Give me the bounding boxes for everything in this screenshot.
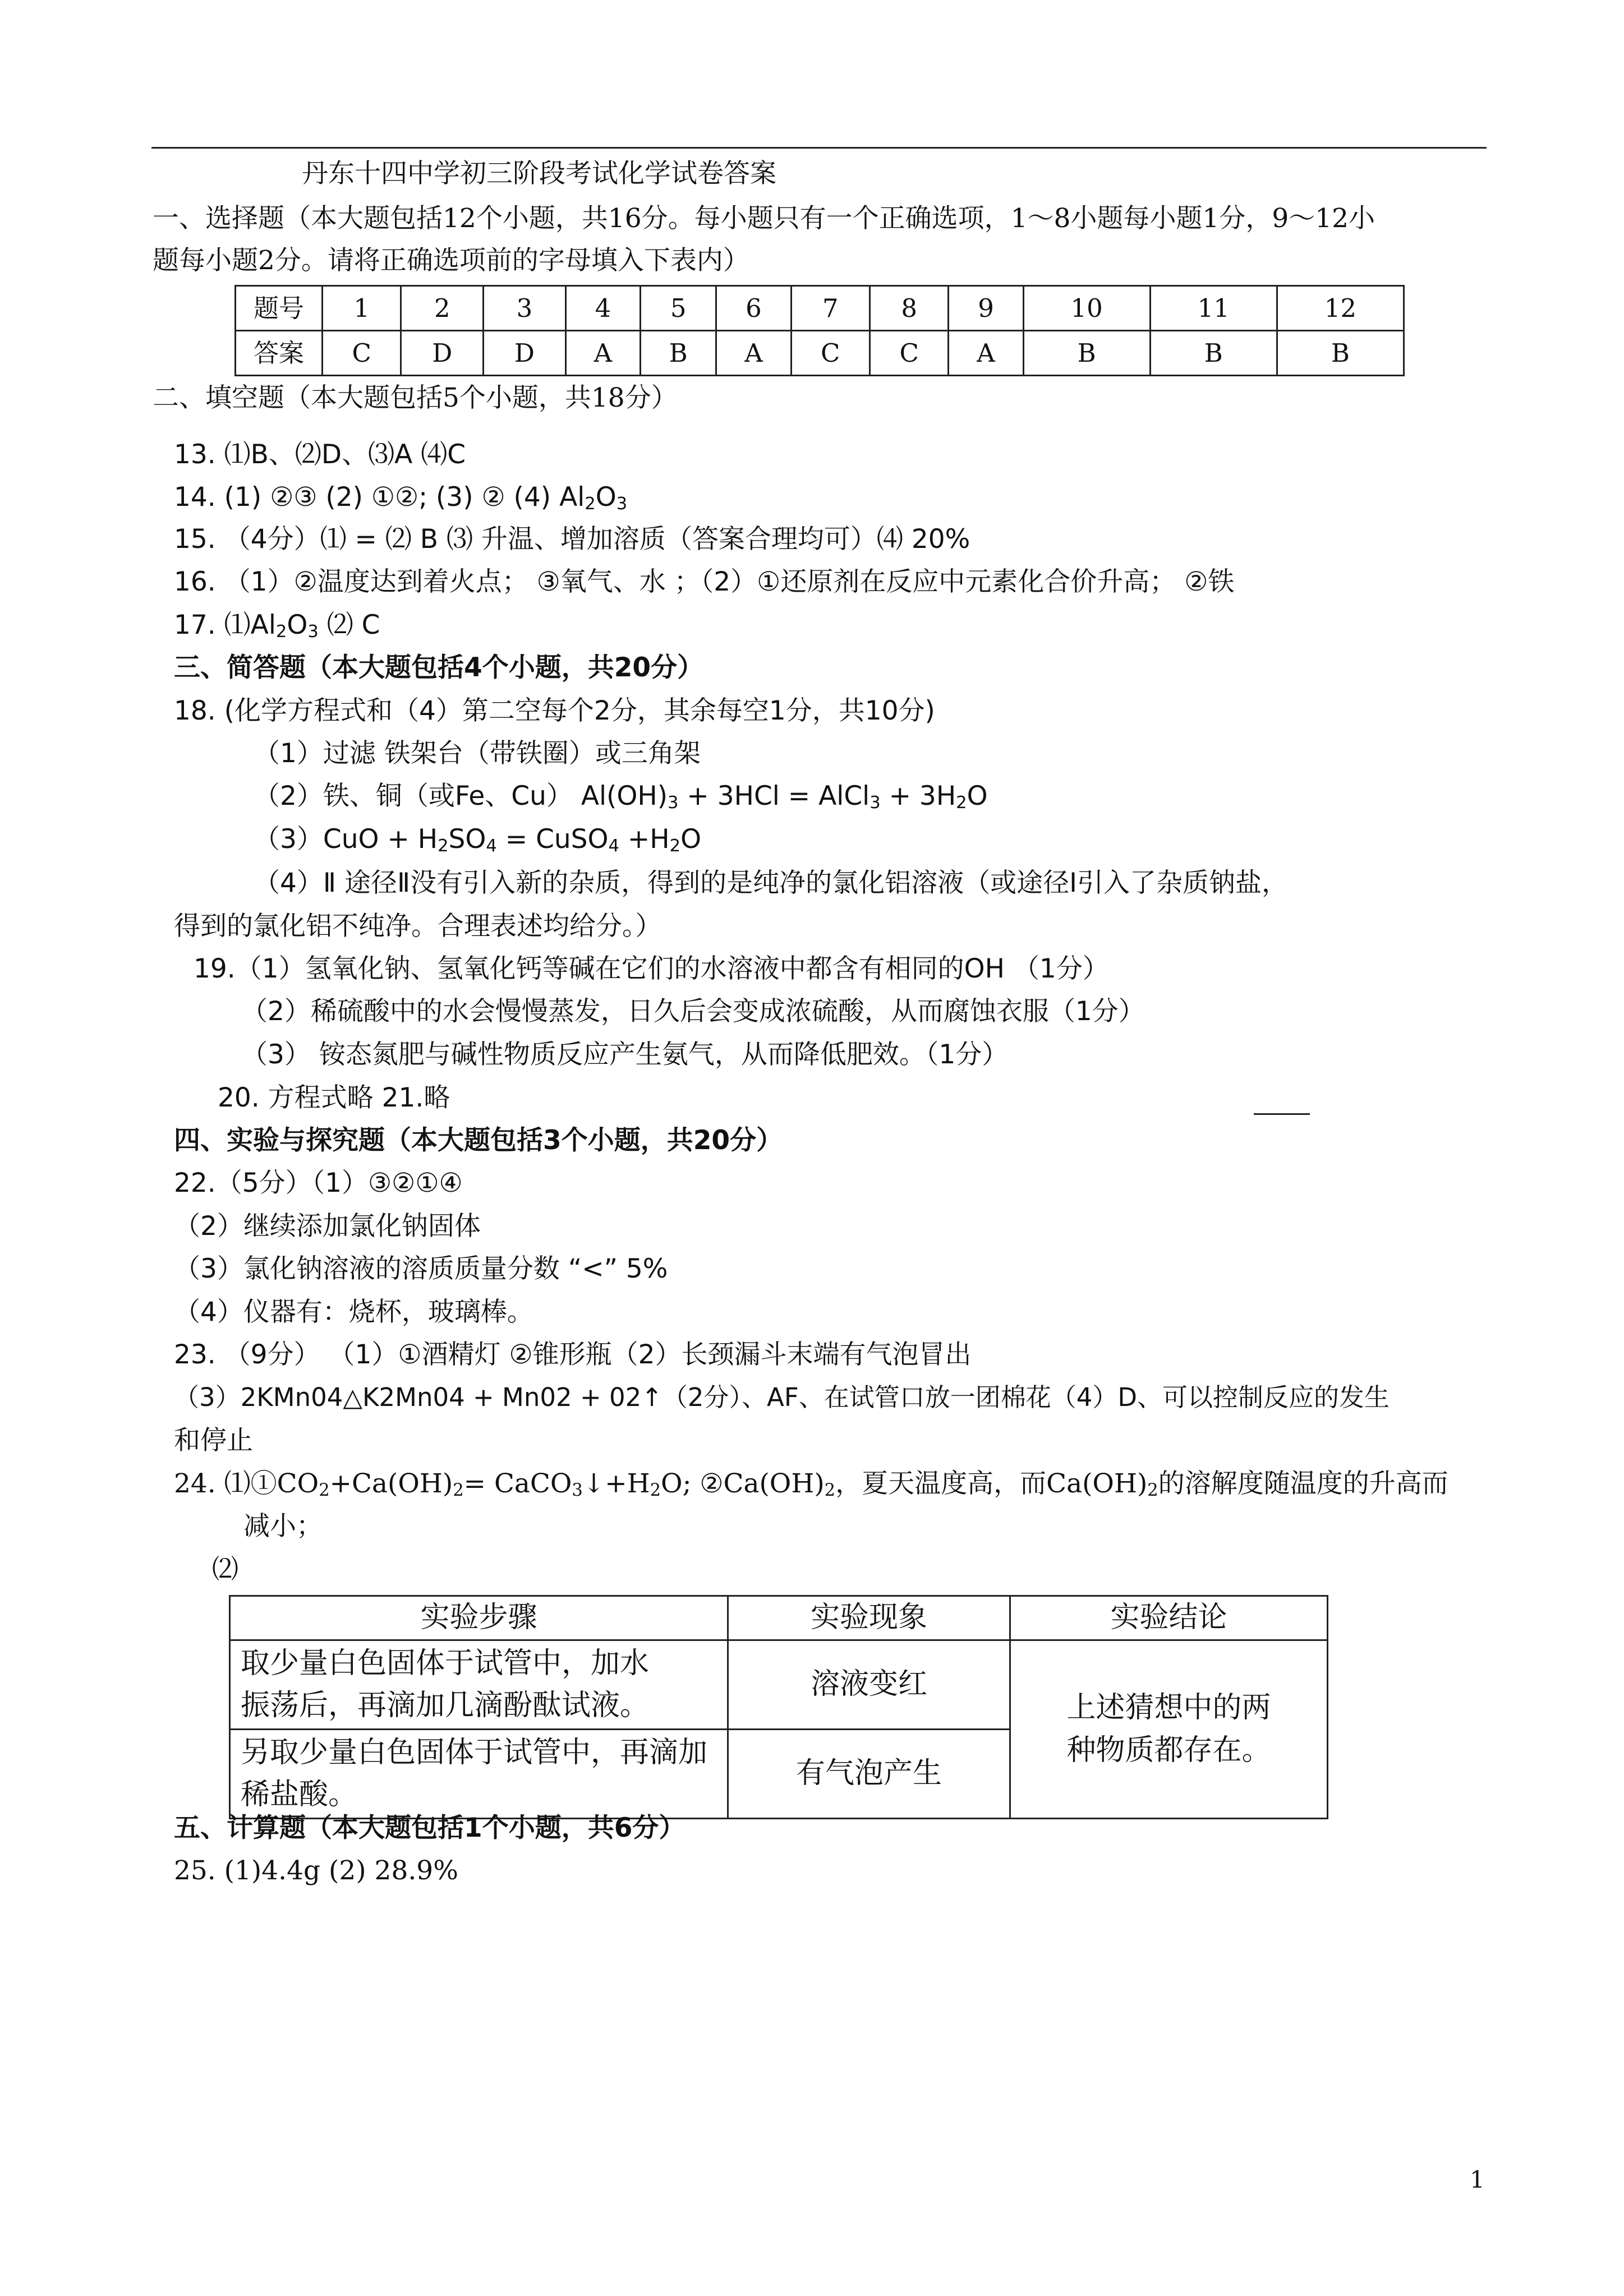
question-number: 11 (1150, 286, 1277, 331)
answer-q23-3: 和停止 (174, 1425, 253, 1456)
header-step: 实验步骤 (230, 1596, 728, 1640)
answer-cell: D (484, 331, 566, 376)
question-number: 7 (791, 286, 869, 331)
answer-q19-2: （2）稀硫酸中的水会慢慢蒸发，日久后会变成浓硫酸，从而腐蚀衣服（1分） (241, 996, 1145, 1027)
question-number: 6 (716, 286, 791, 331)
answer-q23-2: （3）2KMn04△K2Mn04 + Mn02 + 02↑（2分）、AF、在试管口放一团棉花（4）D、可以控制反应的发生 (174, 1382, 1390, 1412)
phenomenon-cell: 溶液变红 (728, 1640, 1010, 1730)
experiment-table (229, 1595, 1328, 1819)
answer-cell: A (565, 331, 640, 376)
answer-cell: A (716, 331, 791, 376)
question-number: 5 (640, 286, 716, 331)
short-rule (1254, 1113, 1310, 1115)
answer-table (234, 285, 1405, 376)
answer-cell: A (949, 331, 1023, 376)
answer-cell: B (1023, 331, 1150, 376)
answer-q15: 15. （4分）⑴ = ⑵ B ⑶ 升温、增加溶质（答案合理均可）⑷ 20% (174, 524, 970, 555)
step-text: 振荡后，再滴加几滴酚酞试液。 (241, 1689, 650, 1722)
section4-heading: 四、实验与探究题（本大题包括3个小题，共20分） (174, 1125, 783, 1156)
answer-q19-3: （3） 铵态氮肥与碱性物质反应产生氨气，从而降低肥效。（1分） (241, 1039, 1009, 1070)
page-title: 丹东十四中学初三阶段考试化学试卷答案 (302, 158, 776, 189)
conclusion-text: 种物质都存在。 (1066, 1733, 1271, 1767)
question-number: 10 (1023, 286, 1150, 331)
table-row (236, 286, 1404, 331)
row-label-number: 题号 (236, 286, 323, 331)
step-text: 另取少量白色固体于试管中，再滴加 (241, 1735, 708, 1769)
answer-q18-4-line2: 得到的氯化铝不纯净。合理表述均给分。） (174, 911, 662, 942)
answer-q22-1: 22.（5分）（1）③②①④ (174, 1168, 463, 1198)
answer-q18-1: （1）过滤 铁架台（带铁圈）或三角架 (254, 738, 701, 769)
answer-q24-2-label: ⑵ (212, 1554, 238, 1585)
step-cell (230, 1730, 728, 1819)
answer-cell: C (323, 331, 401, 376)
conclusion-text: 上述猜想中的两 (1066, 1691, 1271, 1725)
header-rule (151, 147, 1487, 149)
question-number: 12 (1277, 286, 1404, 331)
answer-q22-2: （2）继续添加氯化钠固体 (174, 1211, 481, 1242)
section1-heading-line2: 题每小题2分。请将正确选项前的字母填入下表内） (153, 245, 749, 276)
answer-q23-1: 23. （9分） （1）①酒精灯 ②锥形瓶（2）长颈漏斗末端有气泡冒出 (174, 1339, 972, 1370)
section5-heading: 五、计算题（本大题包括1个小题，共6分） (174, 1813, 686, 1843)
section1-heading-line1: 一、选择题（本大题包括12个小题，共16分。每小题只有一个正确选项，1～8小题每小题1分，9～12小 (153, 203, 1375, 234)
phenomenon-cell: 有气泡产生 (728, 1730, 1010, 1819)
answer-q24-1: 24. $⑴①CO_2+Ca(OH)_2=$ $CaCO_3↓+H_2O$; $②Ca(OH)_2$，夏天温度高，而$Ca(OH)_2$的溶解度随温度的升高而 (174, 1468, 1448, 1501)
table-row (230, 1640, 1328, 1730)
answer-q24-1-cont: 减小； (243, 1511, 323, 1542)
answer-q18-4-line1: （4）Ⅱ 途径Ⅱ没有引入新的杂质，得到的是纯净的氯化铝溶液（或途径Ⅰ引入了杂质钠盐， (254, 868, 1288, 898)
answer-q22-3: （3）氯化钠溶液的溶质质量分数 “<” 5% (174, 1253, 668, 1284)
page-number: 1 (1470, 2166, 1485, 2193)
answer-q17: 17. $⑴Al_2O_3$ ⑵ C (174, 610, 380, 642)
table-row (236, 331, 1404, 376)
answer-q25: 25. (1)4.4g (2) 28.9% (174, 1855, 458, 1886)
answer-cell: C (791, 331, 869, 376)
answer-q14: 14. (1) ②③ (2) ①②; (3) ② (4) $Al_2O_3$ (174, 482, 628, 514)
answer-cell: B (1150, 331, 1277, 376)
step-text: 稀盐酸。 (241, 1778, 358, 1811)
header-phenomenon: 实验现象 (728, 1596, 1010, 1640)
row-label-answer: 答案 (236, 331, 323, 376)
question-number: 4 (565, 286, 640, 331)
question-number: 3 (484, 286, 566, 331)
answer-q22-4: （4）仪器有：烧杯，玻璃棒。 (174, 1297, 533, 1327)
answer-cell: D (401, 331, 484, 376)
header-conclusion: 实验结论 (1010, 1596, 1328, 1640)
conclusion-cell (1010, 1640, 1328, 1819)
answer-q18-3: $(3)CuO + H_2SO_4$ = CuSO$_4$ $+H_2O$ (254, 824, 702, 856)
question-number: 9 (949, 286, 1023, 331)
answer-q18-2: （2）铁、铜（或Fe、Cu） $Al(OH)_3 + 3HCl$ = AlCl$_3$ + $3H_2O$ (254, 781, 988, 813)
answer-cell: B (1277, 331, 1404, 376)
step-cell (230, 1640, 728, 1730)
answer-q19-1: 19.（1）氢氧化钠、氢氧化钙等碱在它们的水溶液中都含有相同的OH （1分） (194, 953, 1109, 984)
section2-heading: 二、填空题（本大题包括5个小题，共18分） (153, 382, 678, 413)
step-text: 取少量白色固体于试管中，加水 (241, 1646, 650, 1680)
answer-q16: 16. （1）②温度达到着火点； ③氧气、水 ；（2）①还原剂在反应中元素化合价升高； ②铁 (174, 566, 1235, 597)
section3-heading: 三、简答题（本大题包括4个小题，共20分） (174, 652, 704, 683)
answer-q13: 13. ⑴B、⑵D、⑶A ⑷C (174, 439, 466, 470)
answer-cell: C (869, 331, 948, 376)
table-row (230, 1596, 1328, 1640)
question-number: 2 (401, 286, 484, 331)
answer-q20-21: 20. 方程式略 21.略 (218, 1082, 450, 1113)
question-number: 1 (323, 286, 401, 331)
question-number: 8 (869, 286, 948, 331)
answer-q18-header: 18. (化学方程式和（4）第二空每个2分，其余每空1分，共10分) (174, 695, 935, 726)
answer-cell: B (640, 331, 716, 376)
